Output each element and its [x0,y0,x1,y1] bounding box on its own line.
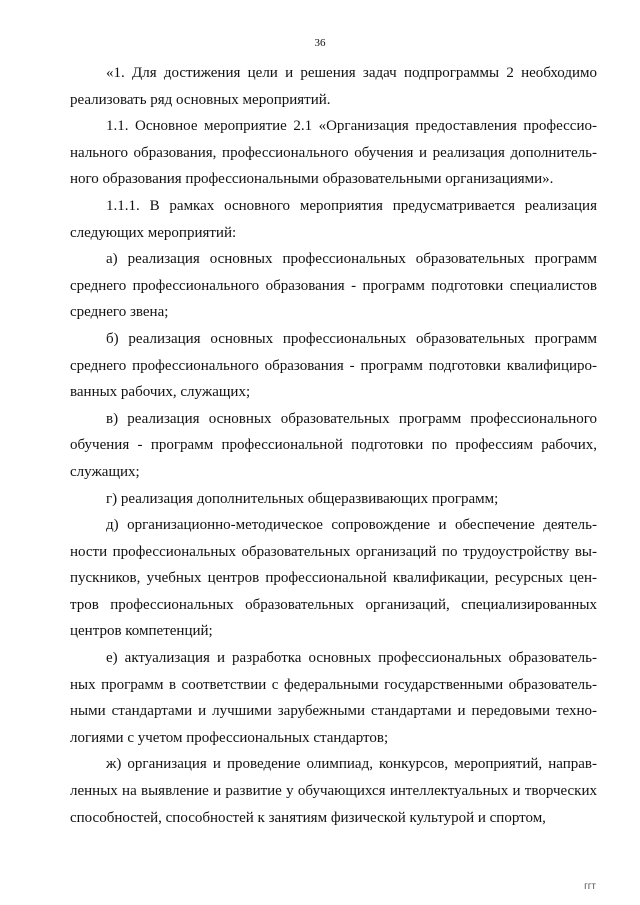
list-item-d: д) организационно-методическое сопровождение и обеспечение деятельности профессиональных образовательных организаций по трудоустройству выпускников, учебных центров профессиональной квалификации, ресурсных центров профессиональных образовательных организаций, специализированных центров компетенций; [70,517,597,640]
list-item-b: б) реализация основных профессиональных образовательных программ среднего профессионального образования - программ подготовки квалифицированных рабочих, служащих; [70,330,597,401]
page-number: 36 [314,37,326,49]
footer-mark: ггт [584,881,596,892]
paragraph-intro: «1. Для достижения цели и решения задач подпрограммы 2 необходимо реализовать ряд основных мероприятий. [70,65,597,108]
paragraph-main-measure: 1.1. Основное мероприятие 2.1 «Организация предоставления профессионального образования, профессионального обучения и реализация дополнительного образования профессиональными образовательными организациями». [70,118,597,188]
list-item-g: г) реализация дополнительных общеразвивающих программ; [106,490,499,507]
list-item-a: а) реализация основных профессиональных образовательных программ среднего профессионального образования - программ подготовки специалистов среднего звена; [70,251,597,321]
list-item-e: е) актуализация и разработка основных профессиональных образовательных программ в соответствии с федеральными государственными образовательными стандартами и лучшими зарубежными стандартами и передовыми технологиями с учетом профессиональных стандартов; [70,650,597,746]
paragraph-sub-measures: 1.1.1. В рамках основного мероприятия предусматривается реализация следующих мероприятий: [70,197,597,241]
list-item-zh: ж) организация и проведение олимпиад, конкурсов, мероприятий, направленных на выявление и развитие у обучающихся интеллектуальных и творческих способностей, способностей к занятиям физической культурой и спортом, [70,756,597,826]
list-item-v: в) реализация основных образовательных программ профессионального обучения - программ профессиональной подготовки по профессиям рабочих, служащих; [70,410,597,480]
document-body [70,60,597,831]
